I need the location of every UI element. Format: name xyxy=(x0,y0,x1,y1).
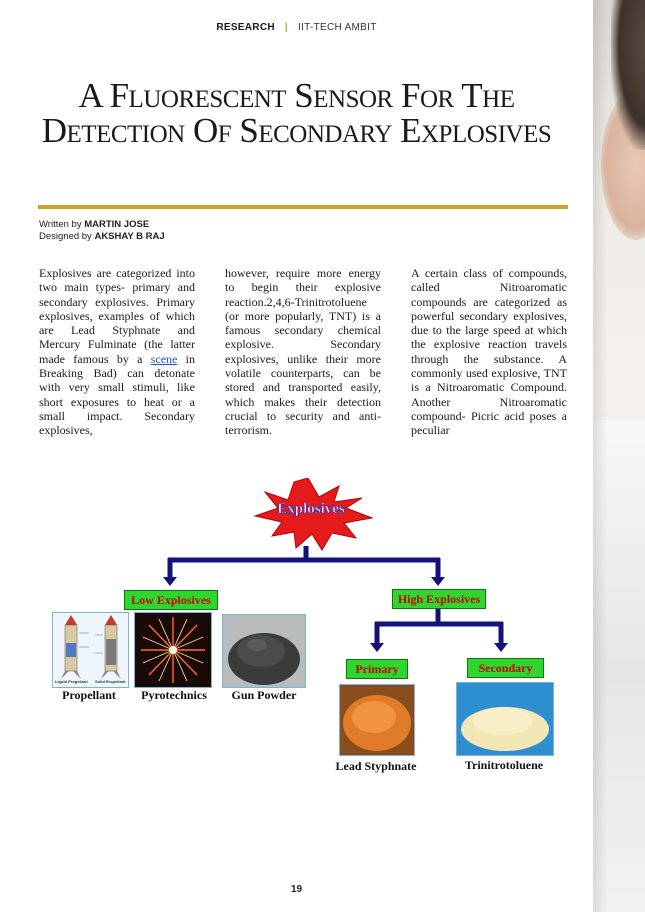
rocket-icon xyxy=(53,613,128,687)
scientist-photo xyxy=(593,0,645,912)
designer-name: AKSHAY B RAJ xyxy=(94,231,165,242)
explosives-root-label: Explosives xyxy=(277,501,345,517)
pyrotechnics-label: Pyrotechnics xyxy=(141,688,207,702)
powder-pile-icon xyxy=(223,615,305,687)
secondary-arrowhead xyxy=(494,643,508,652)
orange-powder-icon xyxy=(340,685,414,755)
title-divider xyxy=(38,205,568,209)
liquid-propellant-caption: Liquid Propellant xyxy=(55,679,88,684)
secondary-box: Secondary xyxy=(467,658,544,678)
low-explosives-box: Low Explosives xyxy=(124,590,218,610)
explosives-classification-diagram xyxy=(50,478,570,778)
col1-text-b: in Breaking Bad) can detonate with very small stimuli, like short exposures to heat or a small impact. Secondary explosives, xyxy=(39,351,195,438)
propellant-label: Propellant xyxy=(62,688,116,702)
primary-box: Primary xyxy=(346,659,408,679)
page-number: 19 xyxy=(290,884,303,895)
high-explosives-box: High Explosives xyxy=(392,589,486,609)
designed-by-line xyxy=(39,231,165,243)
primary-arrowhead xyxy=(370,643,384,652)
body-column-2: however, require more energy to begin their explosive reaction.2,4,6-Trinitrotoluene (or more popularly, TNT) is a famous secondary chemical explosive. Secondary explosives, unlike their more volatile counterparts, can be stored and transported easily, which makes their detection crucial to security and anti-terrorism. xyxy=(225,266,381,438)
firework-icon xyxy=(135,613,211,687)
body-column-3: A certain class of compounds, called Nitroaromatic compounds are categorized as powerful secondary explosives, due to the large speed at which the explosive reaction travels through the substance. A commonly used explosive, TNT is a Nitroaromatic Compound. Another Nitroaromatic compound- Picric acid poses a peculiar xyxy=(411,266,567,438)
page-header xyxy=(0,22,593,33)
trinitrotoluene-image xyxy=(456,682,554,756)
article-title: A Fluorescent Sensor For The Detection Of Secondary Explosives xyxy=(41,76,552,150)
magazine-name: IIT-TECH AMBIT xyxy=(297,22,377,33)
lead-styphnate-label: Lead Styphnate xyxy=(335,759,417,773)
gun-powder-label: Gun Powder xyxy=(231,688,297,702)
body-column-1 xyxy=(39,266,195,438)
article-credits xyxy=(39,219,165,243)
author-name: MARTIN JOSE xyxy=(84,219,150,230)
tnt-crystals-icon xyxy=(457,683,553,755)
high-arrowhead xyxy=(431,577,445,586)
written-by-prefix: Written by xyxy=(39,219,85,230)
trinitrotoluene-label: Trinitrotoluene xyxy=(464,758,544,772)
section-label: RESEARCH xyxy=(216,22,275,33)
col1-text-a: Explosives are categorized into two main types- primary and secondary explosives. Primary explosives, examples of which are Lead Styphnate and Mercury Fulminate (the latter made famous by a xyxy=(39,266,195,366)
low-arrowhead xyxy=(163,577,177,586)
designed-by-prefix: Designed by xyxy=(39,231,95,242)
scene-link[interactable]: scene xyxy=(150,351,178,366)
pyrotechnics-image xyxy=(134,612,212,688)
propellant-image xyxy=(52,612,129,688)
solid-propellant-caption: Solid Propellant xyxy=(95,679,126,684)
header-separator: | xyxy=(284,22,288,33)
lead-styphnate-image xyxy=(339,684,415,756)
gun-powder-image xyxy=(222,614,306,688)
written-by-line xyxy=(39,219,165,231)
